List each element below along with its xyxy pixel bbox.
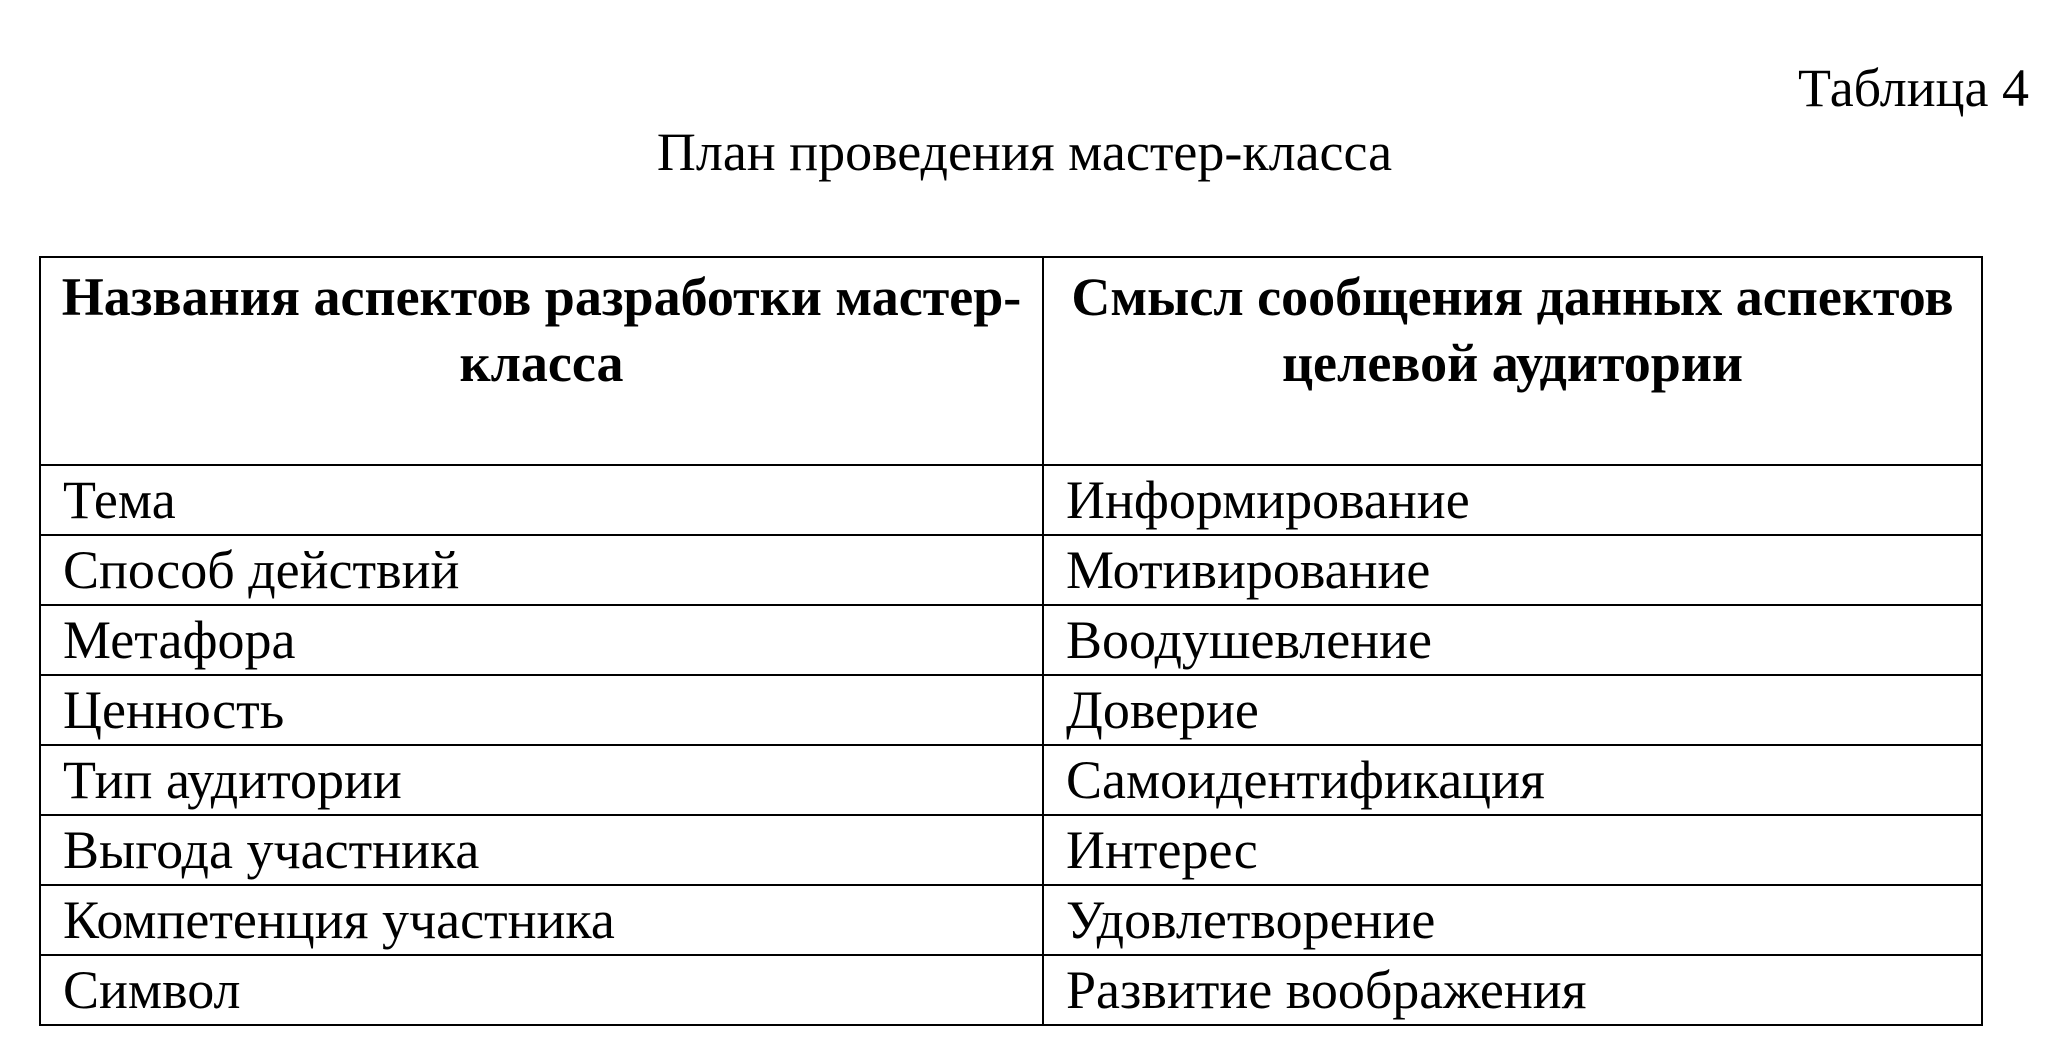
aspect-cell: Символ <box>40 955 1043 1025</box>
table-number: Таблица 4 <box>1798 58 2029 118</box>
table-row <box>40 605 1982 675</box>
aspect-cell: Компетенция участника <box>40 885 1043 955</box>
meaning-cell: Интерес <box>1043 815 1982 885</box>
meaning-cell: Мотивирование <box>1043 535 1982 605</box>
aspect-cell: Тема <box>40 465 1043 535</box>
table-header-row <box>40 257 1982 465</box>
table-title: План проведения мастер-класса <box>656 122 1393 182</box>
aspect-cell: Метафора <box>40 605 1043 675</box>
table-row <box>40 885 1982 955</box>
aspect-cell: Ценность <box>40 675 1043 745</box>
aspect-cell: Выгода участника <box>40 815 1043 885</box>
meaning-cell: Самоидентификация <box>1043 745 1982 815</box>
table-row <box>40 465 1982 535</box>
aspect-cell: Тип аудитории <box>40 745 1043 815</box>
table-row <box>40 955 1982 1025</box>
table-row <box>40 675 1982 745</box>
meaning-cell: Информирование <box>1043 465 1982 535</box>
meaning-cell: Развитие воображения <box>1043 955 1982 1025</box>
meaning-cell: Доверие <box>1043 675 1982 745</box>
meaning-cell: Воодушевление <box>1043 605 1982 675</box>
plan-table <box>39 256 1983 1026</box>
column-header-aspect: Названия аспектов разработки мастер-класса <box>40 257 1043 465</box>
table-row <box>40 535 1982 605</box>
table-row <box>40 815 1982 885</box>
column-header-meaning: Смысл сообщения данных аспектов целевой аудитории <box>1043 257 1982 465</box>
table-row <box>40 745 1982 815</box>
meaning-cell: Удовлетворение <box>1043 885 1982 955</box>
aspect-cell: Способ действий <box>40 535 1043 605</box>
